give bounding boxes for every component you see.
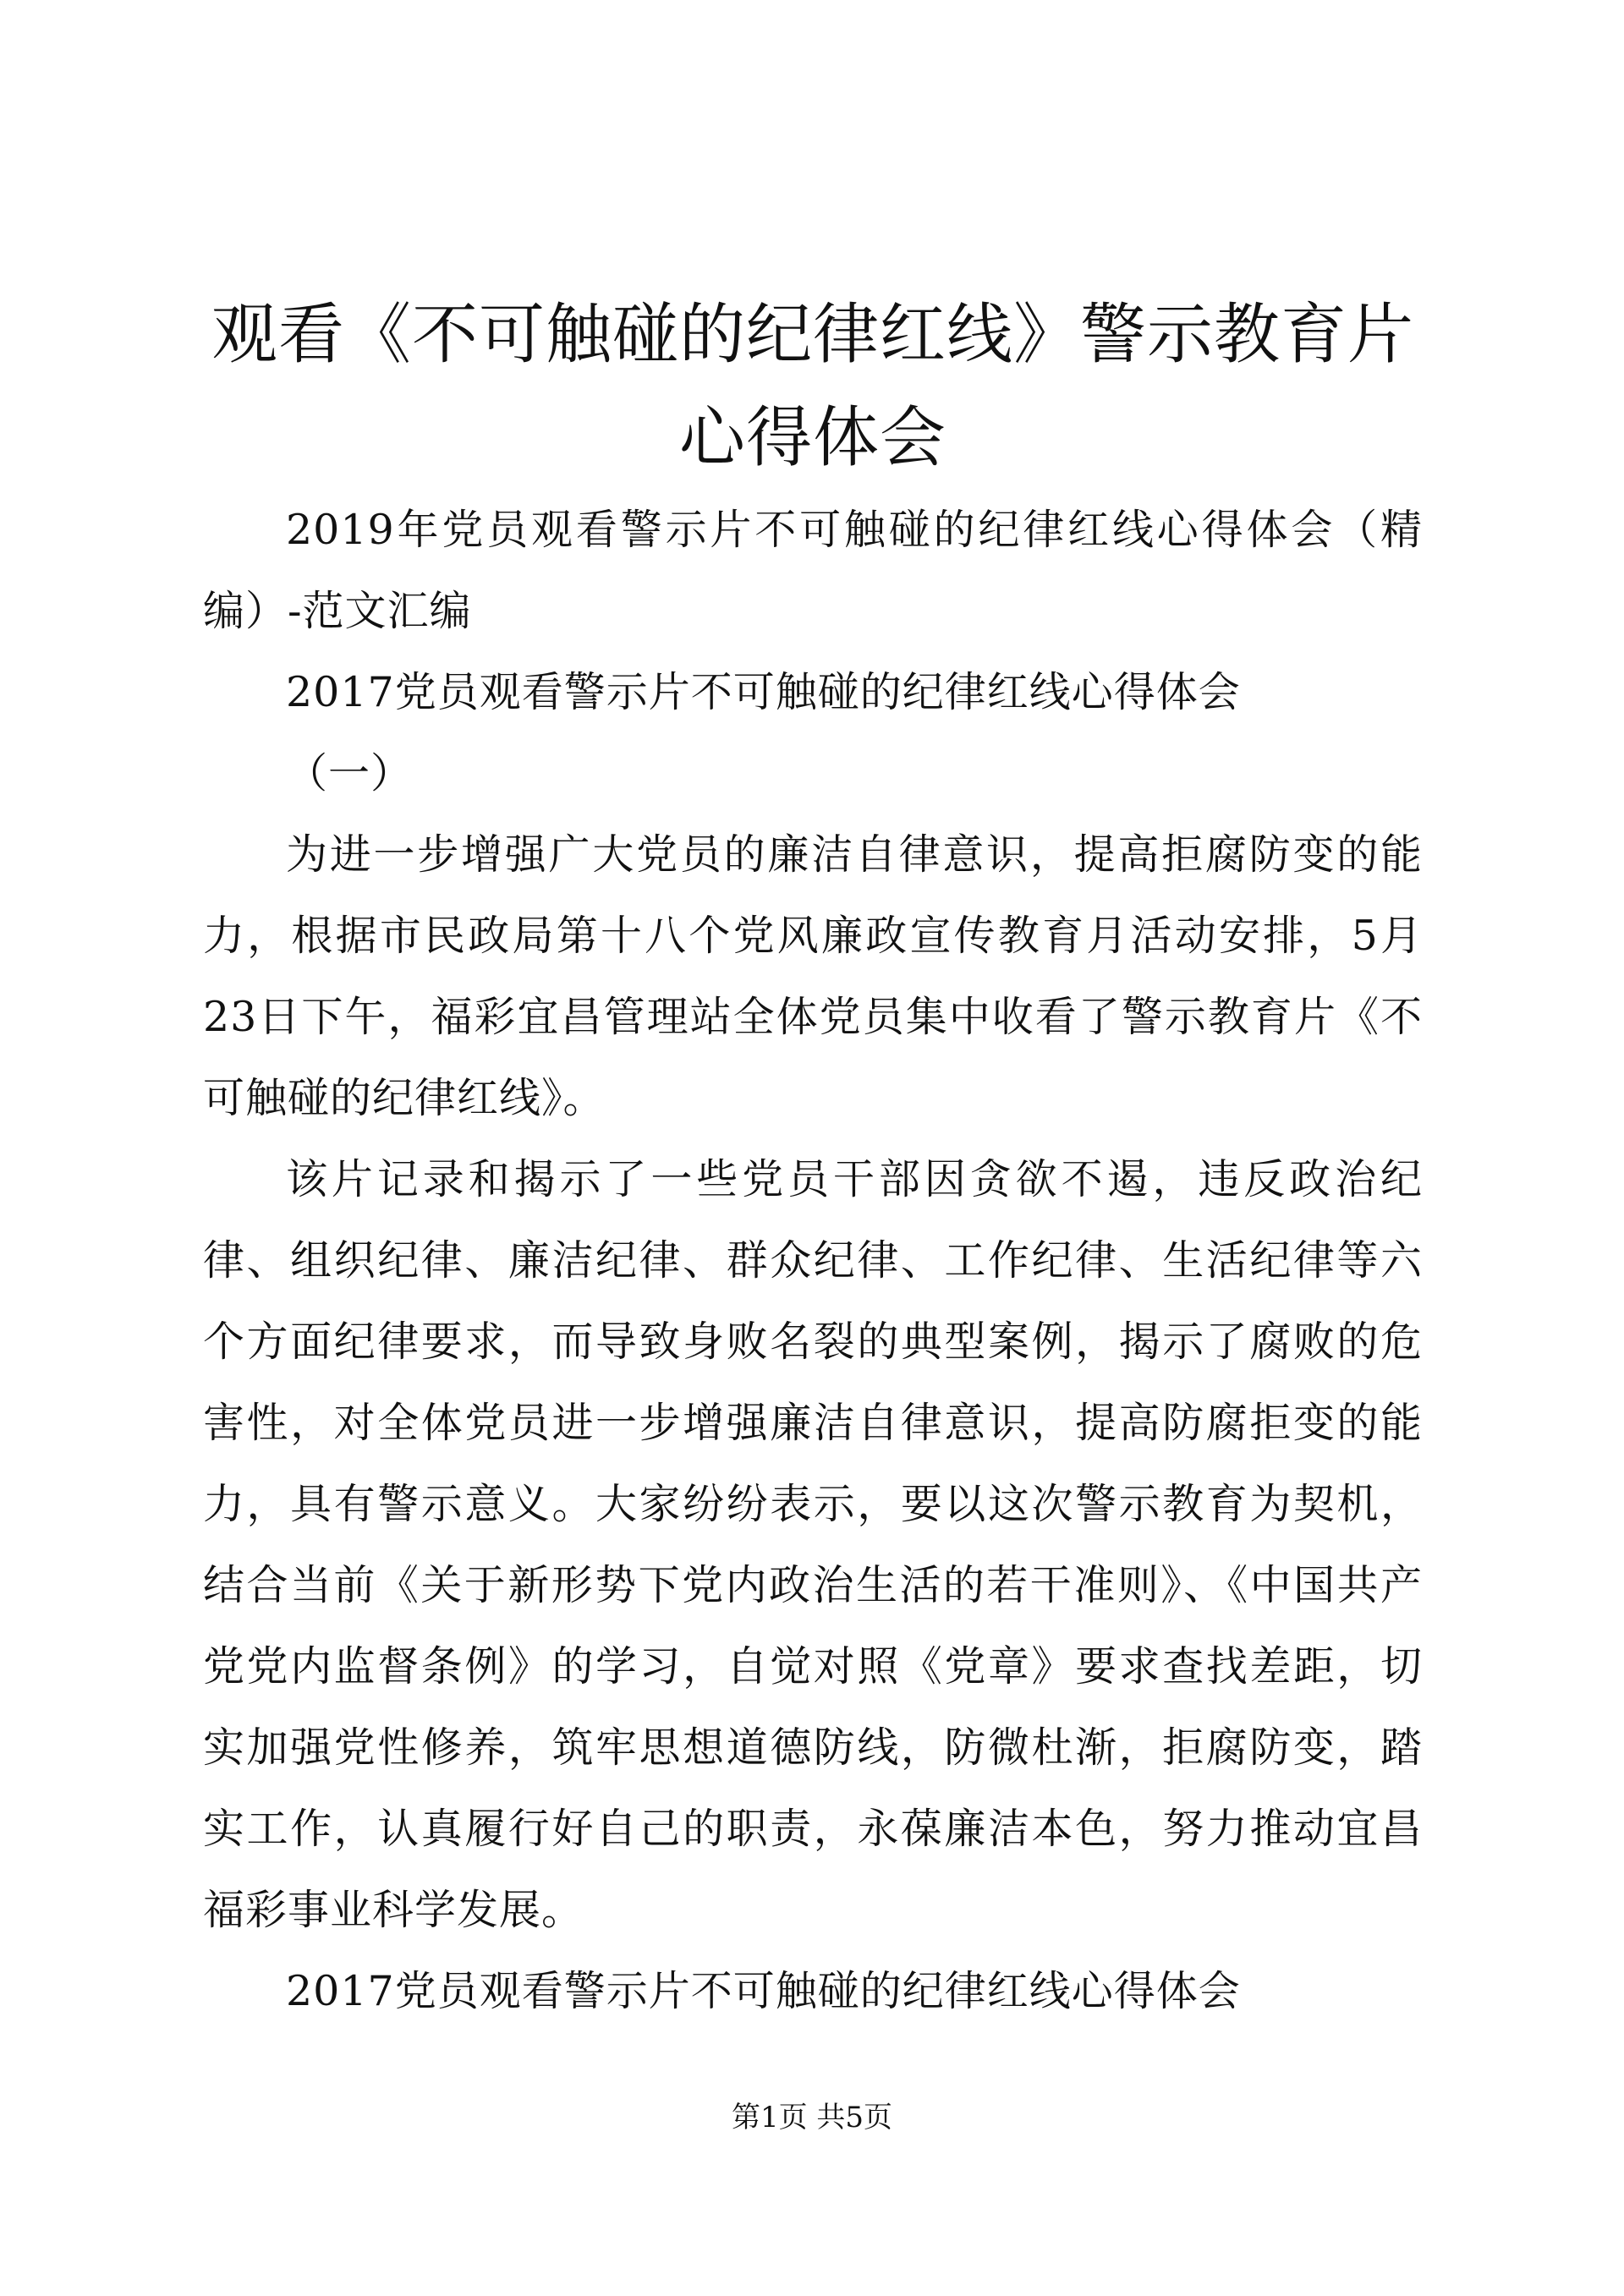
page-number-footer: 第1页 共5页 [731, 2101, 893, 2134]
paragraph-main: 该片记录和揭示了一些党员干部因贪欲不遏，违反政治纪律、组织纪律、廉洁纪律、群众纪律、工作纪律、生活纪律等六个方面纪律要求，而导致身败名裂的典型案例，揭示了腐败的危害性，对全体党员进一步增强廉洁自律意识，提高防腐拒变的能力，具有警示意义。大家纷纷表示，要以这次警示教育为契机，结合当前《关于新形势下党内政治生活的若干准则》、《中国共产党党内监督条例》的学习，自觉对照《党章》要求查找差距，切实加强党性修养，筑牢思想道德防线，防微杜渐，拒腐防变，踏实工作，认真履行好自己的职责，永葆廉洁本色，努力推动宜昌福彩事业科学发展。 [203, 1155, 1423, 1934]
paragraph-next-heading: 2017党员观看警示片不可触碰的纪律红线心得体会 [286, 1967, 1241, 2015]
document-body [203, 283, 1423, 2032]
paragraph-heading: 2017党员观看警示片不可触碰的纪律红线心得体会 [286, 668, 1241, 716]
paragraph-intro: 为进一步增强广大党员的廉洁自律意识，提高拒腐防变的能力，根据市民政局第十八个党风廉政宣传教育月活动安排，5月23日下午，福彩宜昌管理站全体党员集中收看了警示教育片《不可触碰的纪律红线》。 [203, 830, 1423, 1122]
document-title: 观看《不可触碰的纪律红线》警示教育片心得体会 [211, 297, 1414, 476]
paragraph-section-marker: （一） [286, 749, 414, 797]
paragraph-subtitle: 2019年党员观看警示片不可触碰的纪律红线心得体会（精编）-范文汇编 [203, 506, 1423, 635]
